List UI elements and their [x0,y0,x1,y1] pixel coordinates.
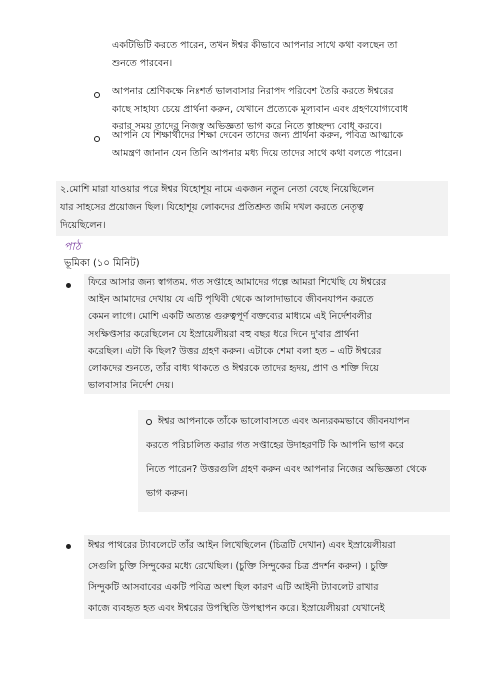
text-line: শুনতে পারবেন। [112,57,173,69]
text-line: করেছিল। এটা কি ছিল? উত্তর গ্রহণ করুন। এটাকে শেমা বলা হত – এটি ঈশ্বরের [88,345,382,357]
welcome-paragraph [88,274,450,394]
share-example-prompt [146,410,446,506]
text-line: আইন আমাদের দেখায় যে এটি পৃথিবী থেকে আলাদাভাবে জীবনযাপন করতে [88,294,374,306]
text-line: যার সাহসের প্রয়োজন ছিল। যিহোশূয় লোকদের প্রতিশ্রুত জমি দখল করতে নেতৃত্ব [60,202,364,213]
text-line: একটিভিটি করতে পারেন, তখন ঈশ্বর কীভাবে আপনার সাথে কথা বলছেন তা [112,40,398,51]
hollow-bullet-icon [94,136,100,142]
text-line: ঈশ্বর আপনাকে তাঁকে ভালোবাসতে এবং অন্যরকমভাবে জীবনযাপন [158,416,410,427]
section-part-heading: পাঠ [64,240,81,253]
text-line: সংক্ষিপ্তসার করেছিলেন যে ইস্রায়েলীয়রা বহু বছর ধরে দিনে দু'বার প্রার্থনা [88,328,359,340]
text-line: কাজে ব্যবহৃত হত এবং ঈশ্বরের উপস্থিতি উপস্থাপন করে। ইস্রায়েলীয়রা যেখানেই [88,603,385,614]
hollow-bullet-icon [94,92,100,98]
prayer-bullet-students [112,127,447,162]
text-line: দিয়েছিলেন। [60,220,106,231]
text-line: সেগুলি চুক্তি সিন্দুকের মধ্যে রেখেছিল। (চুক্তি সিন্দুকের চিত্র প্রদর্শন করুন) । চুক্তি [88,561,388,572]
text-line: ঈশ্বর পাথরের ট্যাবলেটে তাঁর আইন লিখেছিলেন (চিত্রটি দেখান) এবং ইস্রায়েলীয়রা [88,540,396,551]
text-line: ভালবাসার নির্দেশ দেয়। [88,380,174,392]
tablets-ark-paragraph [88,535,450,619]
paragraph-joshua [60,181,450,235]
text-line: কেমন লাগে। মোশি একটি অত্যন্ত গুরুত্বপূর্ণ বক্তব্যের মাধ্যমে এই নির্দেশবলীর [88,311,372,323]
top-continuation-text [112,37,442,72]
text-line: সিন্দুকটি আসবাবের একটি পবিত্র অংশ ছিল কারণ এটি আইনী ট্যাবলেট রাখার [88,582,379,593]
intro-heading: ভূমিকা (১০ মিনিট) [64,258,140,269]
filled-bullet-icon [66,544,71,549]
text-line: কাছে সাহায্য চেয়ে প্রার্থনা করুন, যেখানে প্রত্যেকে মূল্যবান এবং গ্রহণযোগ্যবোধ [112,103,408,115]
text-line: আমন্ত্রণ জানান যেন তিনি আপনার মধ্য দিয়ে তাদের সাথে কথা বলতে পারেন। [112,147,402,159]
text-line: ভাগ করুন। [146,488,188,499]
text-line: আপনার শ্রেণিকক্ষে নিঃশর্ত ভালবাসার নিরাপদ পরিবেশ তৈরি করতে ঈশ্বরের [112,86,394,97]
text-line: লোকদের শুনতে, তাঁর বাধ্য থাকতে ও ঈশ্বরকে তাদের হৃদয়, প্রাণ ও শক্তি দিয়ে [88,363,379,375]
filled-bullet-icon [66,283,71,288]
text-line: নিতে পারেন? উত্তরগুলি গ্রহণ করুন এবং আপনার নিজের অভিজ্ঞতা থেকে [146,464,427,475]
text-line: ২.মোশি মারা যাওয়ার পরে ঈশ্বর যিহোশূয় নামে একজন নতুন নেতা বেছে নিয়েছিলেন [60,184,375,195]
text-line: ফিরে আসার জন্য স্বাগতম. গত সপ্তাহে আমাদের গল্পে আমরা শিখেছি যে ঈশ্বরের [88,277,387,288]
text-line: করার সময় তাদের নিজস্ব অভিজ্ঞতা ভাগ করে নিতে স্বাচ্ছন্দ্য বোধ করবে। [112,121,382,133]
text-line: করতে পরিচালিত করার গত সপ্তাহের উদাহরণটি কি আপনি ভাগ করে [146,440,404,451]
text-line: আপনি যে শিক্ষার্থীদের শিক্ষা দেবেন তাদের জন্য প্রার্থনা করুন, পবিত্র আত্মাকে [112,130,404,141]
